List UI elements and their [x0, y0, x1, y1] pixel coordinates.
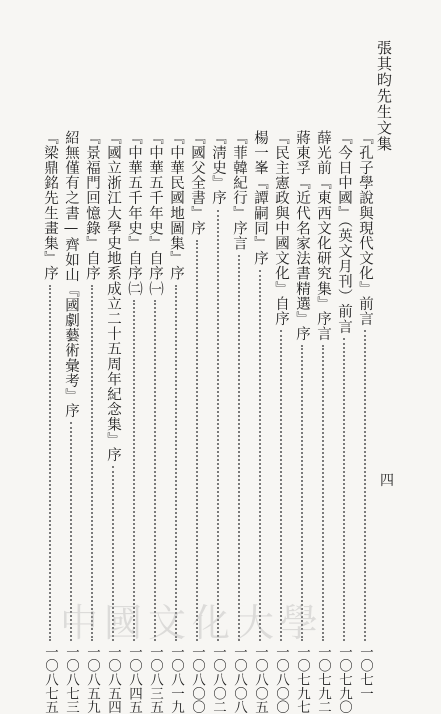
entry-page: 一〇八一九 [168, 645, 184, 714]
dot-leader [259, 270, 261, 641]
entry-page: 一〇八三五 [147, 645, 163, 714]
toc-entry[interactable] [166, 130, 186, 714]
entry-title: 『菲韓紀行』序言 [231, 130, 247, 251]
entry-page: 一〇八四五 [126, 645, 142, 714]
entry-title: 『孔子學說與現代文化』前言 [357, 130, 373, 327]
dot-leader [343, 338, 345, 641]
dot-leader [154, 300, 156, 641]
toc-entry[interactable] [355, 130, 375, 701]
entry-title: 紹無僅有之書—齊如山『國劇藝術彙考』序 [63, 130, 79, 419]
entry-page: 一〇八〇二 [210, 645, 226, 714]
toc-entry[interactable] [82, 130, 102, 714]
dot-leader [238, 255, 240, 641]
entry-page: 一〇八七三 [63, 645, 79, 714]
entry-title: 『中華五千年史』自序㈡ [126, 130, 142, 297]
dot-leader [175, 285, 177, 641]
entry-title: 『國父全書』序 [189, 130, 205, 236]
toc-entry[interactable] [271, 130, 291, 714]
toc-entry[interactable] [187, 130, 207, 714]
entry-page: 一〇八〇〇 [273, 645, 289, 714]
toc-entry[interactable] [103, 130, 123, 714]
entry-title: 『景福門回憶錄』自序 [84, 130, 100, 281]
toc-entry[interactable] [250, 130, 270, 714]
toc-entry[interactable] [334, 130, 354, 714]
entry-page: 一〇八五九 [84, 645, 100, 714]
book-title: 張其昀先生文集 [375, 40, 393, 152]
entry-page: 一〇七九〇 [336, 645, 352, 714]
entry-title: 『梁鼎銘先生畫集』序 [42, 130, 58, 281]
entry-page: 一〇八〇五 [252, 645, 268, 714]
entry-page: 一〇七九二 [315, 645, 331, 714]
toc-entry[interactable] [124, 130, 144, 714]
entry-title: 楊一峯『譚嗣同』序 [252, 130, 268, 266]
entry-title: 『國立浙江大學史地系成立二十五周年紀念集』序 [105, 130, 121, 463]
entry-title: 『今日中國』（英文月刊）前言 [336, 130, 352, 335]
entry-title: 『民主憲政與中國文化』自序 [273, 130, 289, 327]
toc-entry[interactable] [61, 130, 81, 714]
entry-page: 一〇八〇〇 [189, 645, 205, 714]
entry-title: 『中華民國地圖集』序 [168, 130, 184, 281]
dot-leader [364, 330, 366, 641]
entry-page: 一〇七一 [357, 645, 373, 701]
entry-title: 蔣東孚『近代名家法書精選』序 [294, 130, 310, 342]
entry-title: 『中華五千年史』自序㈠ [147, 130, 163, 297]
toc-entry[interactable] [40, 130, 60, 714]
entry-title: 薛光前『東西文化研究集』序言 [315, 130, 331, 342]
dot-leader [49, 285, 51, 641]
entry-page: 一〇八〇八 [231, 645, 247, 714]
dot-leader [217, 210, 219, 641]
entry-title: 『淸史』序 [210, 130, 226, 206]
toc-entry[interactable] [229, 130, 249, 714]
toc-entry[interactable] [313, 130, 333, 714]
toc-entry[interactable] [145, 130, 165, 714]
dot-leader [133, 300, 135, 641]
entry-page: 一〇七九七 [294, 645, 310, 714]
entry-page: 一〇八五四 [105, 645, 121, 714]
toc-entry[interactable] [292, 130, 312, 714]
dot-leader [196, 240, 198, 641]
page-number: 四 [380, 473, 394, 489]
toc-entry[interactable] [208, 130, 228, 714]
entry-page: 一〇八七五 [42, 645, 58, 714]
watermark: 中國文化大學 [60, 601, 325, 645]
dot-leader [91, 285, 93, 641]
